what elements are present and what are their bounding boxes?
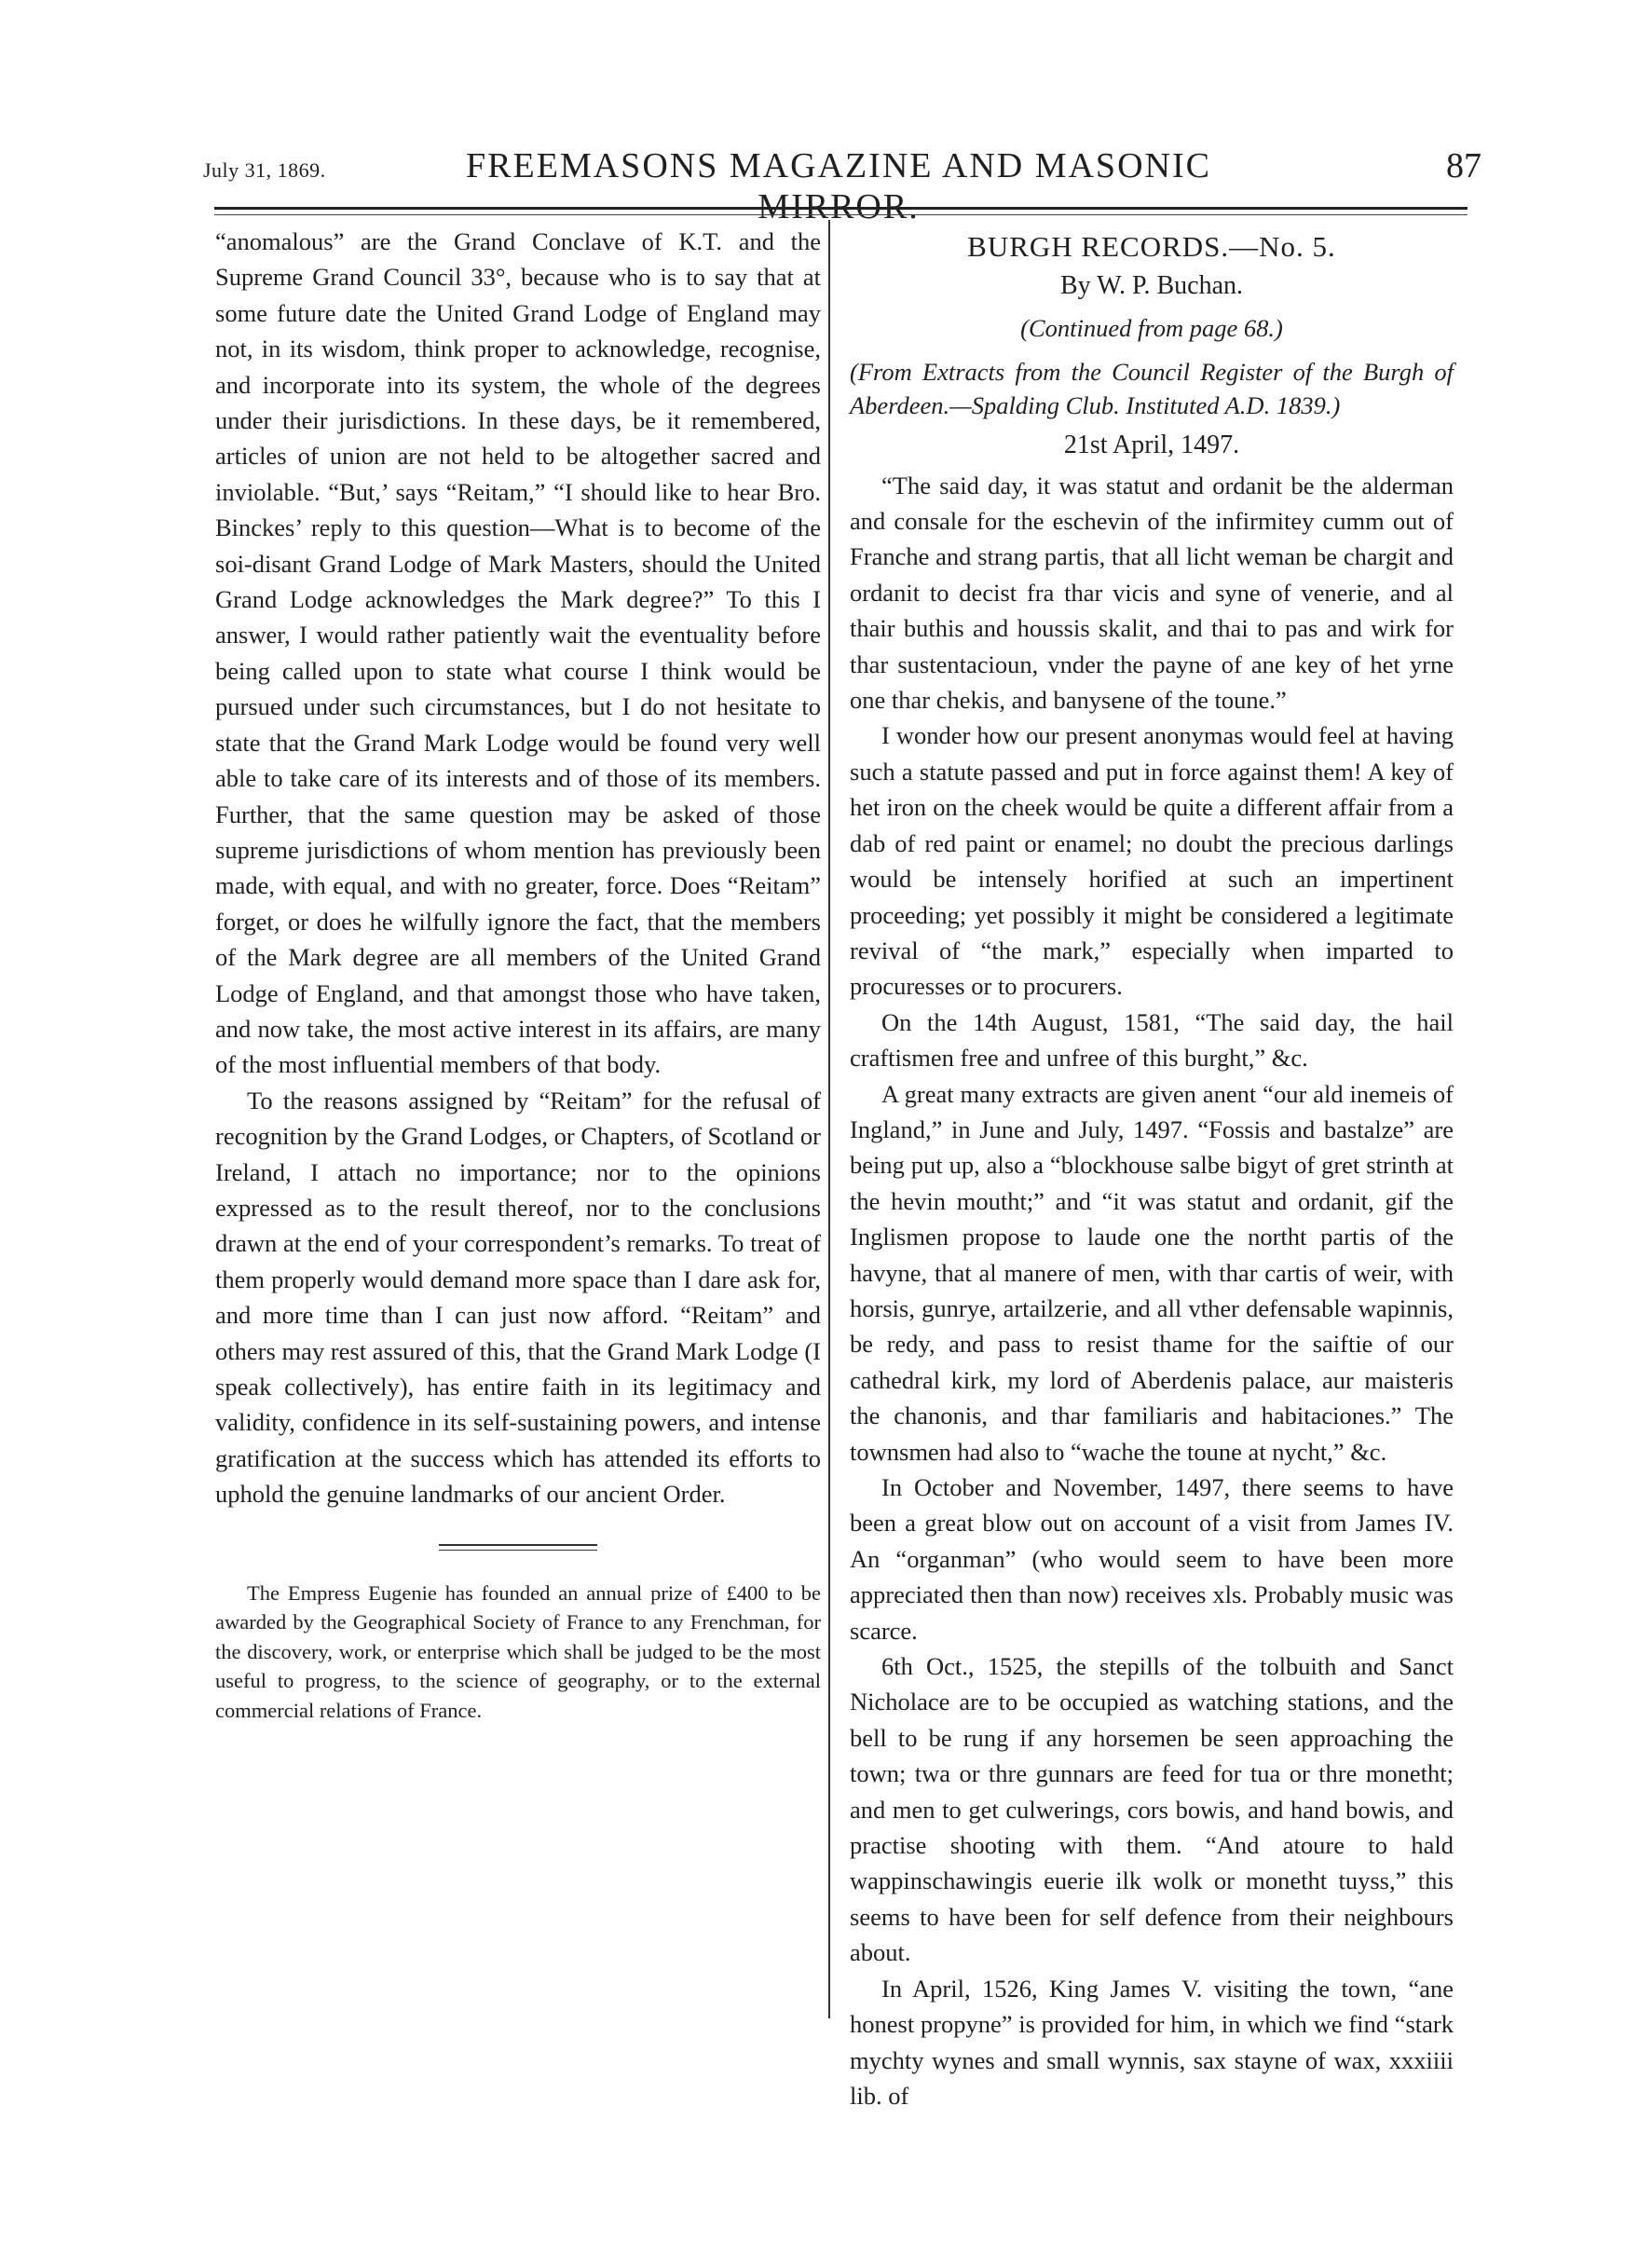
right-paragraph-2: I wonder how our present anonymas would feel at having such a statute passed and put in force against them! A key of het iron on the cheek would be quite a different affair from a dab of red paint or enamel; no doubt the precious darlings would be intensely horified at such an impertinent proceeding; yet possibly it might be considered a legitimate revival of “the mark,” especially when imparted to procuresses or to procurers. [850,721,1454,1001]
article-end-rule [439,1544,597,1551]
header-rule-thin [214,214,1468,215]
header-rule [214,207,1468,210]
right-paragraph-3: On the 14th August, 1581, “The said day, the hail craftismen free and unfree of this burght,” &c. [850,1007,1454,1073]
continued-from: (Continued from page 68.) [1020,313,1283,342]
left-column [215,224,821,1725]
right-paragraph-7: In April, 1526, King James V. visiting the town, “ane honest propyne” is provided for him, in which we find “stark mychty wynes and small wynnis, sax stayne of wax, xxxiiii lib. of [850,1974,1454,2110]
page-header [196,145,1481,226]
column-divider [828,220,830,2018]
article-byline: By W. P. Buchan. [1059,271,1244,301]
publication-title: FREEMASONS MAGAZINE AND MASONIC MIRROR. [466,146,1211,226]
source-note: (From Extracts from the Council Register of the Burgh of Aberdeen.—Spalding Club. Instituted A.D. 1839.) [850,358,1454,420]
right-paragraph-6: 6th Oct., 1525, the stepills of the tolbuith and Sanct Nicholace are to be occupied as watching stations, and the bell to be rung if any horsemen be seen approaching the town; twa or thre gunnars are feed for tua or thre monetht; and men to get culwerings, cors bowis, and hand bowis, and practise shooting with them. “And atoure to hald wappinschawingis euerie ilk wolk or monetht tuyss,” this seems to have been for self defence from their neighbours about. [850,1652,1454,1967]
issue-date: July 31, 1869. [203,158,326,182]
left-paragraph-1: “anomalous” are the Grand Conclave of K.T. and the Supreme Grand Council 33°, because who is to say that at some future date the United Grand Lodge of England may not, in its wisdom, think proper to acknowledge, recognise, and incorporate into its system, the whole of the degrees under their jurisdictions. In these days, be it remembered, articles of union are not held to be altogether sacred and inviolable. “But,’ says “Reitam,” “I should like to hear Bro. Binckes’ reply to this question—What is to become of the soi-disant Grand Lodge of Mark Masters, should the United Grand Lodge acknowledges the Mark degree?” To this I answer, I would rather patiently wait the eventuality before being called upon to state what course I think would be pursued under such circumstances, but I do not hesitate to state that the Grand Mark Lodge would be found very well able to take care of its interests and of those of its members. Further, that the same question may be asked of those supreme jurisdictions of whom mention has previously been made, with equal, and with no greater, force. Does “Reitam” forget, or does he wilfully ignore the fact, that the members of the Mark degree are all members of the United Grand Lodge of England, and that amongst those who have taken, and now take, the most active interest in its affairs, are many of the most influential members of that body. [215,227,821,1079]
article-title: BURGH RECORDS.—No. 5. [967,230,1336,263]
right-paragraph-5: In October and November, 1497, there seems to have been a great blow out on account of a visit from James IV. An “organman” (who would seem to have been more appreciated then than now) receives xls. Probably music was scarce. [850,1473,1454,1645]
page-number: 87 [1446,146,1481,185]
right-paragraph-4: A great many extracts are given anent “our ald inemeis of Ingland,” in June and July, 1497. “Fossis and bastalze” are being put up, also a “blockhouse salbe bigyt of gret strinth at the hevin moutht;” and “it was statut and ordanit, gif the Inglismen propose to laude one the northt partis of the havyne, that al manere of men, with thar cartis of weir, with horsis, gunrye, artailzerie, and all vther defensable wapinnis, be redy, and pass to resist thame for the saiftie of our cathedral kirk, my lord of Aberdenis palace, aur maisteris the chanonis, and thar familiaris and habitaciones.” The townsmen had also to “wache the toune at nycht,” &c. [850,1079,1454,1466]
left-paragraph-2: To the reasons assigned by “Reitam” for the refusal of recognition by the Grand Lodges, or Chapters, of Scotland or Ireland, I attach no importance; nor to the opinions expressed as to the result thereof, nor to the conclusions drawn at the end of your correspondent’s remarks. To treat of them properly would demand more space than I dare ask for, and more time than I can just now afford. “Reitam” and others may rest assured of this, that the Grand Mark Lodge (I speak collectively), has entire faith in its legitimacy and validity, confidence in its self-sustaining powers, and intense gratification at the success which has attended its efforts to uphold the genuine landmarks of our ancient Order. [215,1086,821,1509]
right-paragraph-1: “The said day, it was statut and ordanit be the alderman and consale for the eschevin of the infirmitey cumm out of Franche and strang partis, that all licht weman be chargit and ordanit to decist fra thar vicis and syne of venerie, and al thair buthis and houssis skalit, and thai to pas and wirk for thar sustentacioun, vnder the payne of ane key of het yrne one thar chekis, and banysene of the toune.” [850,471,1454,715]
empress-eugenie-note: The Empress Eugenie has founded an annual prize of £400 to be awarded by the Geographical Society of France to any Frenchman, for the discovery, work, or enterprise which shall be judged to be the most useful to progress, to the science of geography, or to the external commercial relations of France. [215,1580,821,1722]
right-column [850,224,1454,2113]
date-heading: 21st April, 1497. [1063,431,1240,460]
